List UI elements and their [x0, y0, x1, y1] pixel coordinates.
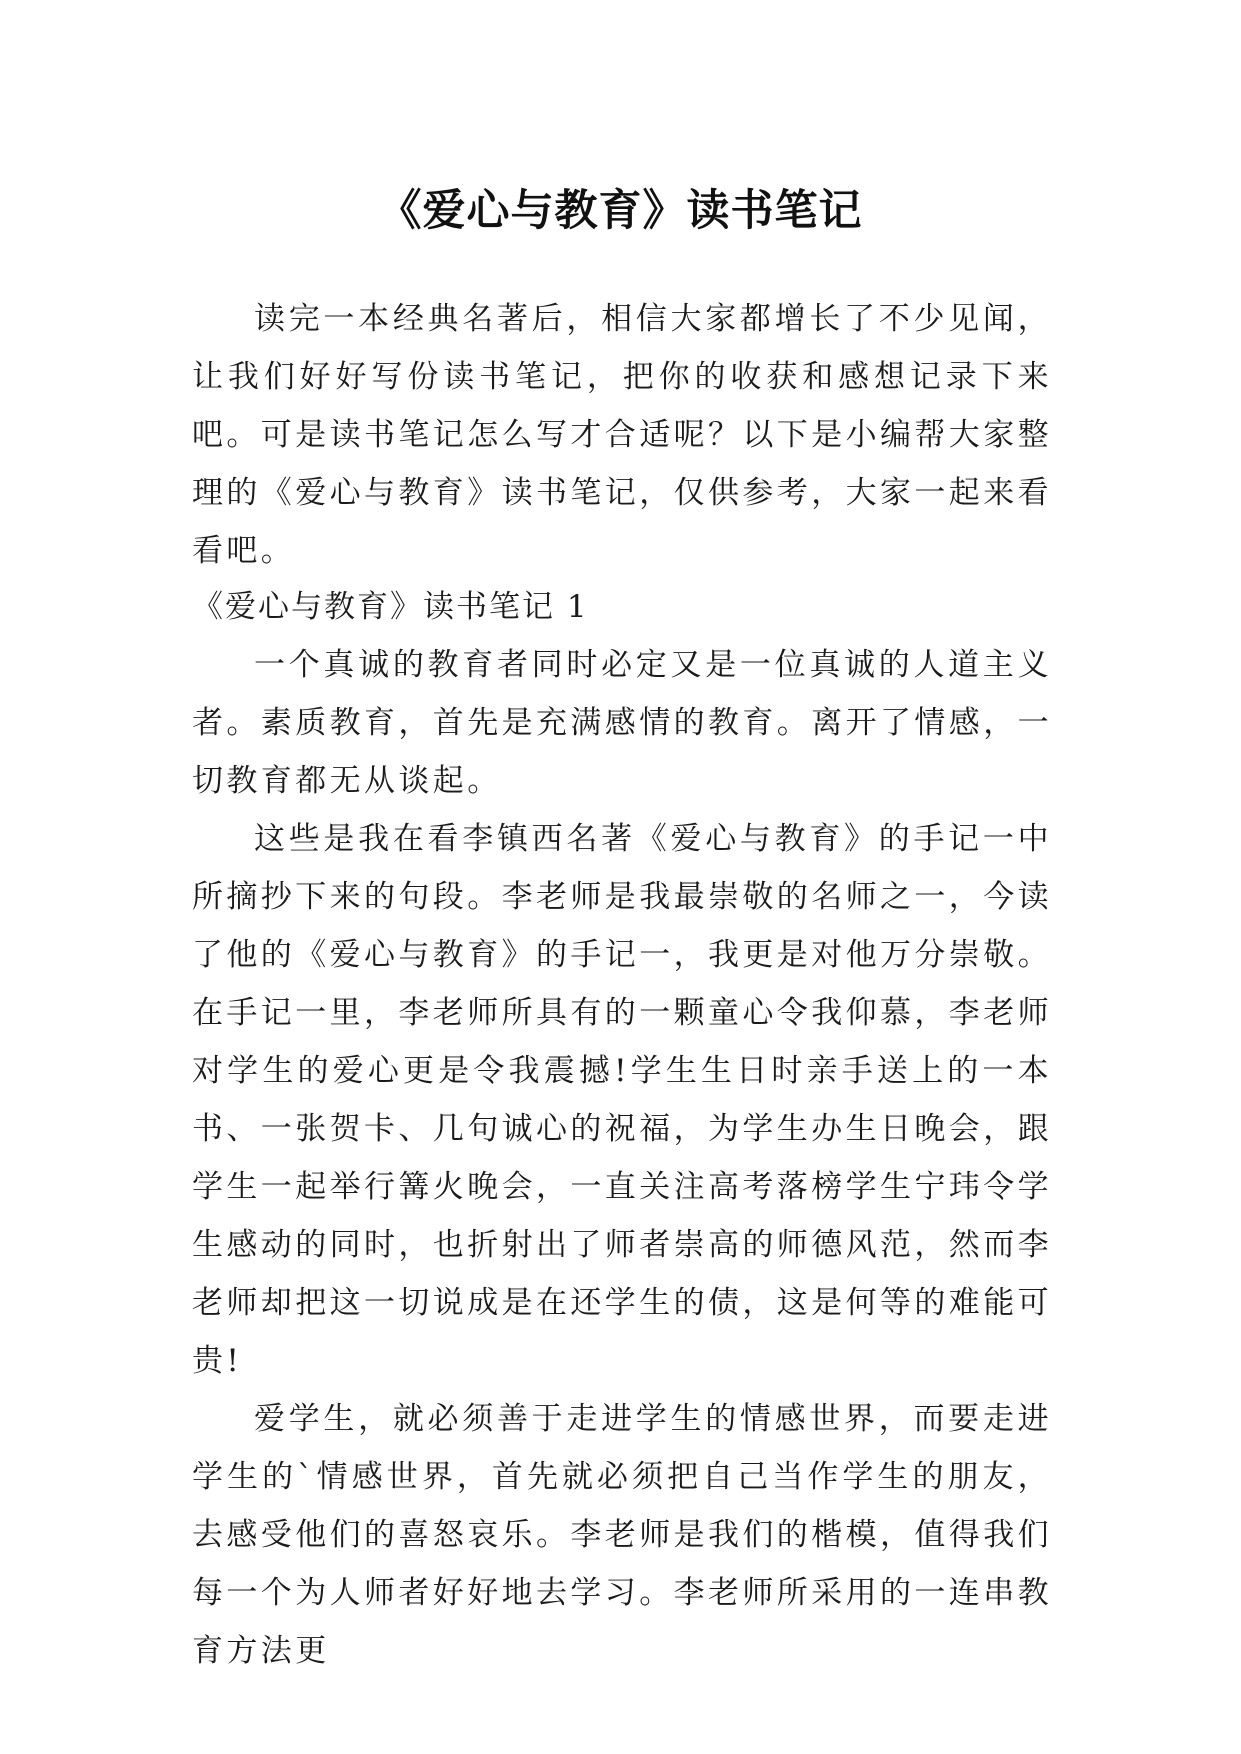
body-paragraph: 这些是我在看李镇西名著《爱心与教育》的手记一中所摘抄下来的句段。李老师是我最崇敬的名师之一，今读了他的《爱心与教育》的手记一，我更是对他万分崇敬。在手记一里，李老师所具有的一颗童心令我仰慕，李老师对学生的爱心更是令我震撼!学生生日时亲手送上的一本书、一张贺卡、几句诚心的祝福，为学生办生日晚会，跟学生一起举行篝火晚会，一直关注高考落榜学生宁玮令学生感动的同时，也折射出了师者崇高的师德风范，然而李老师却把这一切说成是在还学生的债，这是何等的难能可贵! [192, 821, 1052, 1379]
section-heading: 《爱心与教育》读书笔记 1 [192, 589, 589, 625]
intro-section [192, 290, 1052, 580]
body-paragraph: 一个真诚的教育者同时必定又是一位真诚的人道主义者。素质教育，首先是充满感情的教育。离开了情感，一切教育都无从谈起。 [192, 647, 1052, 799]
intro-paragraph: 读完一本经典名著后，相信大家都增长了不少见闻，让我们好好写份读书笔记，把你的收获和感想记录下来吧。可是读书笔记怎么写才合适呢？以下是小编帮大家整理的《爱心与教育》读书笔记，仅供参考，大家一起来看看吧。 [192, 301, 1052, 569]
section-body [192, 636, 1052, 1680]
body-paragraph: 爱学生，就必须善于走进学生的情感世界，而要走进学生的`情感世界，首先就必须把自己当作学生的朋友，去感受他们的喜怒哀乐。李老师是我们的楷模，值得我们每一个为人师者好好地去学习。李老师所采用的一连串教育方法更 [192, 1401, 1052, 1669]
document-title: 《爱心与教育》读书笔记 [378, 185, 863, 236]
